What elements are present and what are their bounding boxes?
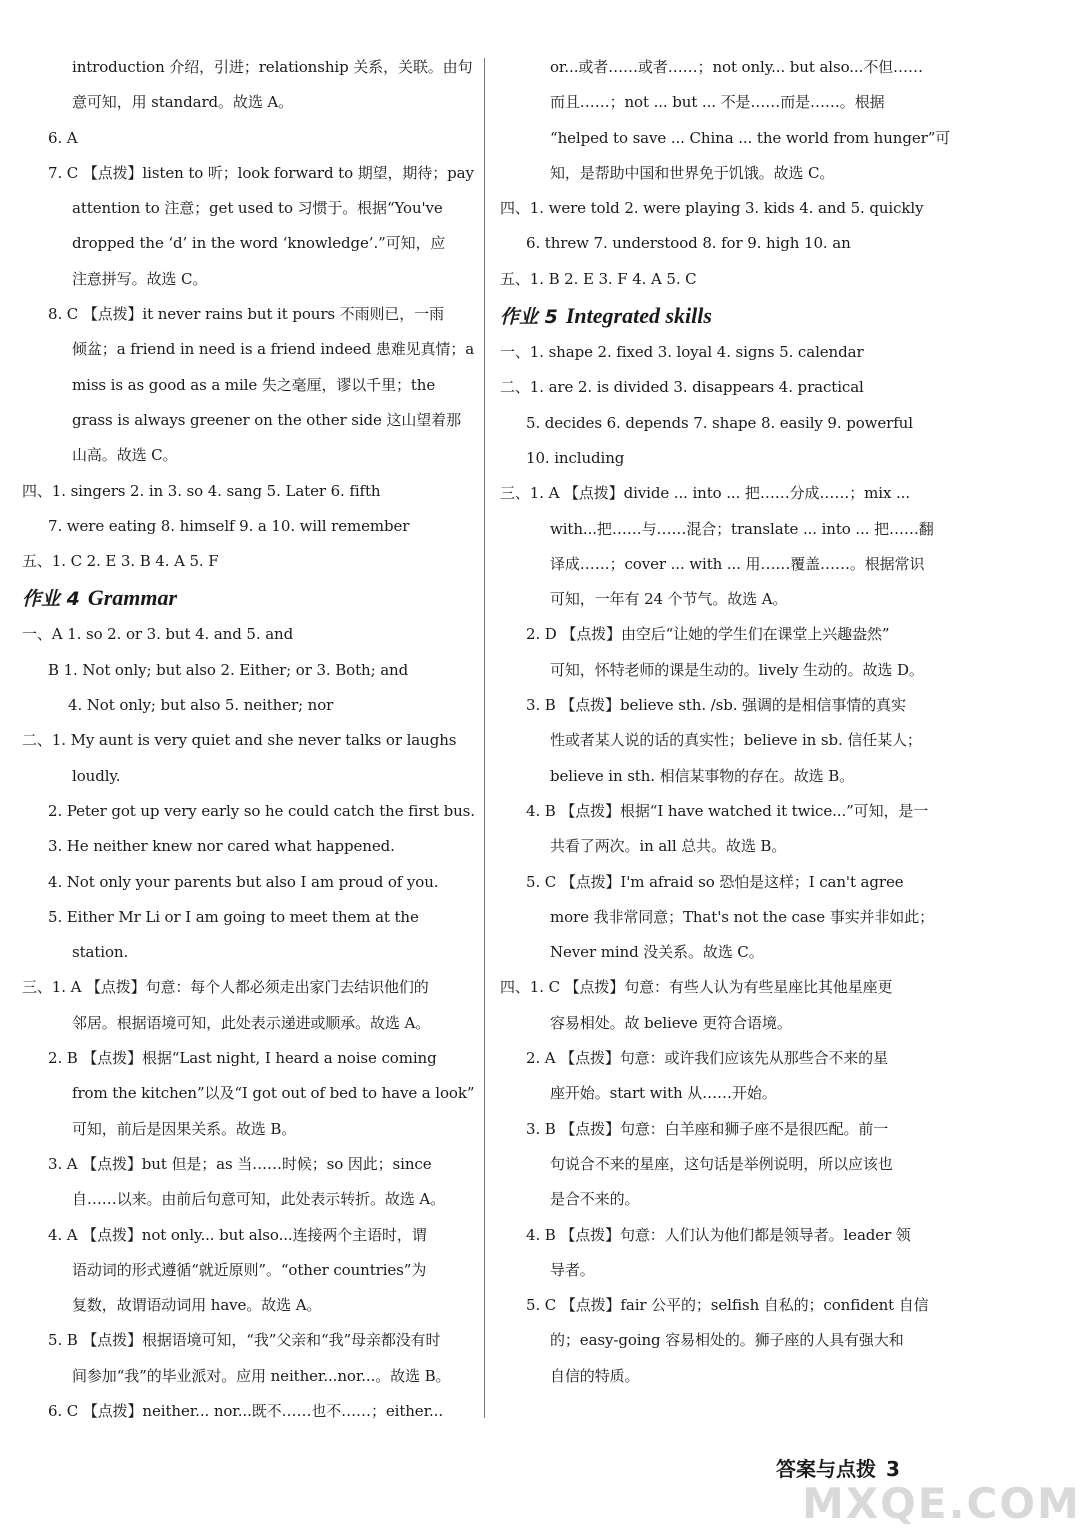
answer-line: 5. Either Mr Li or I am going to meet them at the	[48, 907, 419, 926]
answer-line: 一、A 1. so 2. or 3. but 4. and 5. and	[22, 625, 294, 644]
answer-line: “helped to save ... China ... the world from hunger”可	[550, 128, 951, 147]
answer-line: 四、1. C 【点拨】句意：有些人认为有些星座比其他星座更	[500, 978, 893, 997]
section-number: 作业 4	[22, 588, 80, 611]
answer-line: 译成……；cover ... with ... 用……覆盖……。根据常识	[550, 554, 925, 573]
answer-line: 倾盆；a friend in need is a friend indeed 患难见真情；a	[72, 340, 475, 359]
section-number: 作业 5	[500, 306, 558, 329]
answer-line: 导者。	[550, 1260, 595, 1279]
answer-line: 8. C 【点拨】it never rains but it pours 不雨则已，一雨	[48, 305, 444, 324]
answer-line: 2. D 【点拨】由空后“让她的学生们在课堂上兴趣盎然”	[526, 625, 890, 644]
answer-line: 可知，怀特老师的课是生动的。lively 生动的。故选 D。	[550, 660, 924, 679]
answer-line: 2. A 【点拨】句意：或许我们应该先从那些合不来的星	[526, 1049, 888, 1068]
answer-line: 座开始。start with 从……开始。	[550, 1084, 777, 1103]
answer-line: 4. B 【点拨】句意：人们认为他们都是领导者。leader 领	[526, 1225, 911, 1244]
answer-line: 2. B 【点拨】根据“Last night, I heard a noise coming	[48, 1049, 437, 1068]
right-column	[500, 50, 962, 1394]
watermark-logo: MXQE.COM	[802, 1479, 1081, 1528]
answer-line: or...或者……或者……；not only... but also...不但……	[550, 58, 923, 76]
answer-line: 4. Not only; but also 5. neither; nor	[68, 696, 334, 715]
answer-line: Never mind 没关系。故选 C。	[550, 943, 764, 962]
answer-line: 三、1. A 【点拨】句意：每个人都必须走出家门去结识他们的	[22, 978, 429, 997]
answer-line: 可知，一年有 24 个节气。故选 A。	[550, 590, 788, 609]
answer-line: 3. A 【点拨】but 但是；as 当……时候；so 因此；since	[48, 1154, 432, 1173]
answer-line: 6. A	[48, 128, 78, 147]
answer-line: 间参加“我”的毕业派对。应用 neither...nor...。故选 B。	[72, 1366, 451, 1385]
answer-line: 一、1. shape 2. fixed 3. loyal 4. signs 5. calendar	[500, 343, 864, 362]
answer-line: 性或者某人说的话的真实性；believe in sb. 信任某人；	[550, 731, 922, 750]
answer-line: 注意拼写。故选 C。	[72, 269, 208, 288]
answer-line: 5. decides 6. depends 7. shape 8. easily 9. powerful	[526, 413, 913, 432]
answer-line: 自……以来。由前后句意可知，此处表示转折。故选 A。	[72, 1190, 446, 1209]
answer-line: 3. B 【点拨】believe sth. /sb. 强调的是相信事情的真实	[526, 696, 906, 715]
footer-label: 答案与点拨	[776, 1457, 876, 1481]
column-divider	[484, 58, 485, 1418]
answer-line: 邻居。根据语境可知，此处表示递进或顺承。故选 A。	[72, 1013, 431, 1032]
answer-line: 4. B 【点拨】根据“I have watched it twice...”可知，是一	[526, 801, 929, 820]
answer-line: grass is always greener on the other side 这山望着那	[72, 410, 461, 429]
answer-line: 的；easy-going 容易相处的。狮子座的人具有强大和	[550, 1331, 904, 1350]
answer-line: 5. C 【点拨】fair 公平的；selfish 自私的；confident 自信	[526, 1296, 929, 1315]
answer-line: from the kitchen”以及“I got out of bed to have a look”	[72, 1084, 475, 1103]
answer-line: 7. C 【点拨】listen to 听；look forward to 期望，期待；pay	[48, 163, 474, 182]
answer-line: loudly.	[72, 766, 121, 785]
answer-line: 可知，前后是因果关系。故选 B。	[72, 1119, 297, 1138]
answer-line: 6. threw 7. understood 8. for 9. high 10. an	[526, 234, 851, 253]
answer-line: 共看了两次。in all 总共。故选 B。	[550, 837, 787, 856]
answer-line: 7. were eating 8. himself 9. a 10. will remember	[48, 516, 410, 535]
answer-line: 句说合不来的星座，这句话是举例说明，所以应该也	[550, 1154, 893, 1173]
answer-line: 是合不来的。	[550, 1190, 640, 1209]
answer-line: introduction 介绍，引进；relationship 关系，关联。由句	[72, 58, 473, 76]
answer-line: 山高。故选 C。	[72, 446, 178, 465]
answer-line: 知，是帮助中国和世界免于饥饿。故选 C。	[550, 163, 835, 182]
section-heading	[500, 297, 962, 335]
answer-line: 而且……；not ... but ... 不是……而是……。根据	[550, 93, 885, 112]
answer-line: 容易相处。故 believe 更符合语境。	[550, 1013, 792, 1032]
answer-line: 4. Not only your parents but also I am proud of you.	[48, 872, 439, 891]
answer-line: 3. He neither knew nor cared what happened.	[48, 837, 395, 856]
answer-line: 5. C 【点拨】I'm afraid so 恐怕是这样；I can't agree	[526, 872, 904, 891]
answer-line: 意可知，用 standard。故选 A。	[72, 93, 294, 112]
answer-line: 三、1. A 【点拨】divide ... into ... 把……分成……；mix ...	[500, 484, 910, 503]
answer-line: 二、1. My aunt is very quiet and she never talks or laughs	[22, 731, 457, 750]
answer-line: 四、1. singers 2. in 3. so 4. sang 5. Later 6. fifth	[22, 481, 381, 500]
section-heading	[22, 579, 472, 617]
answer-line: 语动词的形式遵循“就近原则”。“other countries”为	[72, 1260, 427, 1279]
answer-line: 五、1. C 2. E 3. B 4. A 5. F	[22, 552, 219, 571]
answer-line: 3. B 【点拨】句意：白羊座和狮子座不是很匹配。前一	[526, 1119, 889, 1138]
page-number: 3	[886, 1457, 900, 1481]
section-title: Grammar	[87, 585, 178, 611]
answer-line: believe in sth. 相信某事物的存在。故选 B。	[550, 766, 855, 785]
answer-line: 四、1. were told 2. were playing 3. kids 4. and 5. quickly	[500, 199, 924, 218]
answer-line: 6. C 【点拨】neither... nor...既不……也不……；either...	[48, 1401, 444, 1420]
answer-line: 2. Peter got up very early so he could catch the first bus.	[48, 801, 475, 820]
answer-line: 五、1. B 2. E 3. F 4. A 5. C	[500, 269, 697, 288]
answer-line: with...把……与……混合；translate ... into ... 把……翻	[550, 519, 934, 538]
answer-line: miss is as good as a mile 失之毫厘，谬以千里；the	[72, 375, 436, 394]
answer-line: B 1. Not only; but also 2. Either; or 3. Both; and	[48, 660, 409, 679]
left-column	[22, 50, 475, 1429]
answer-line: 复数，故谓语动词用 have。故选 A。	[72, 1296, 322, 1315]
answer-line: 10. including	[526, 448, 625, 467]
answer-line: dropped the ‘d’ in the word ‘knowledge’.”可知，应	[72, 234, 446, 253]
answer-line: more 我非常同意；That's not the case 事实并非如此；	[550, 907, 935, 926]
answer-line: 4. A 【点拨】not only... but also...连接两个主语时，谓	[48, 1225, 427, 1244]
answer-line: station.	[72, 943, 129, 962]
answer-line: attention to 注意；get used to 习惯于。根据“You've	[72, 199, 443, 218]
answer-line: 5. B 【点拨】根据语境可知，“我”父亲和“我”母亲都没有时	[48, 1331, 441, 1350]
answer-line: 自信的特质。	[550, 1366, 640, 1385]
answer-line: 二、1. are 2. is divided 3. disappears 4. practical	[500, 378, 864, 397]
section-title: Integrated skills	[565, 303, 712, 329]
